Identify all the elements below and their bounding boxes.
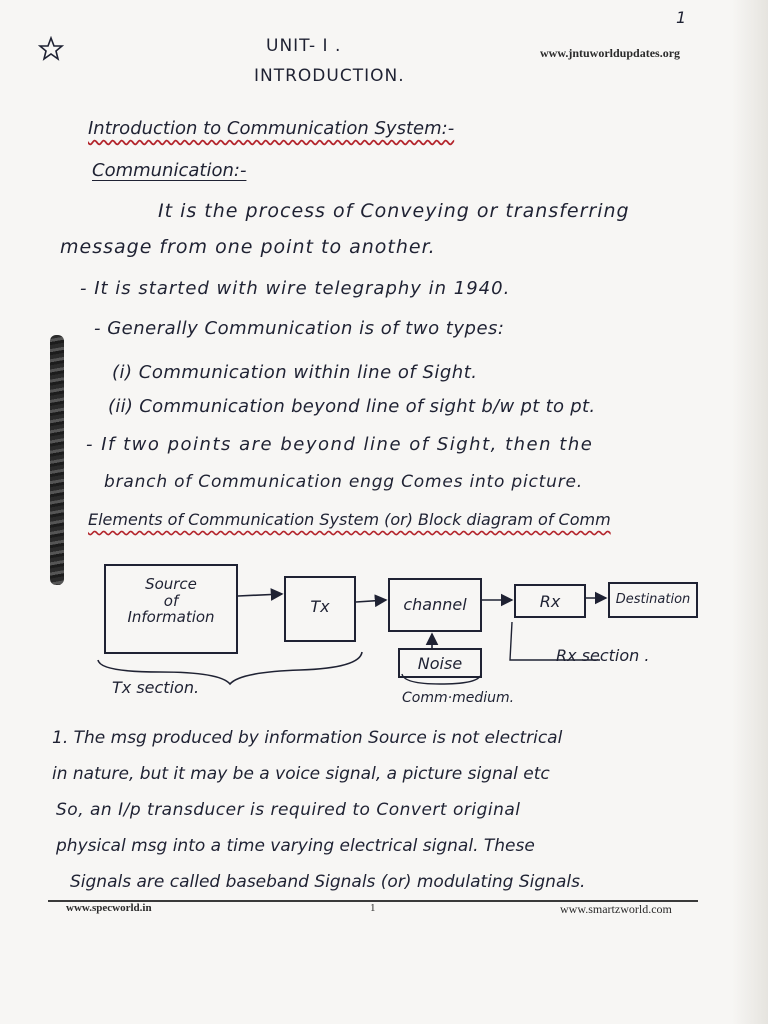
para-line-4: physical msg into a time varying electrical signal. These: [56, 836, 535, 856]
para-line-1: 1. The msg produced by information Source is not electrical: [52, 728, 563, 748]
chapter-title: INTRODUCTION.: [254, 66, 405, 86]
page-number: 1: [676, 8, 687, 27]
tx-section-label: Tx section.: [112, 678, 200, 697]
sub-heading: Communication:-: [92, 160, 247, 181]
arrow-source-to-tx: [238, 594, 282, 596]
footer-page-number: 1: [370, 902, 376, 914]
text-line-2: message from one point to another.: [60, 236, 436, 258]
channel-label: channel: [403, 595, 467, 614]
rx-label: Rx: [539, 592, 561, 611]
text-line-8: branch of Communication engg Comes into picture.: [104, 472, 583, 492]
para-line-2: in nature, but it may be a voice signal, a picture signal etc: [52, 764, 550, 784]
header-site-link[interactable]: www.jntuworldupdates.org: [540, 46, 681, 60]
arrow-tx-to-channel: [356, 600, 386, 602]
footer-right-link[interactable]: www.smartzworld.com: [560, 902, 672, 916]
source-label: Source of Information: [127, 575, 215, 626]
text-line-4: - Generally Communication is of two types:: [94, 318, 505, 339]
comm-medium-brace: [402, 674, 480, 684]
unit-label: UNIT- I .: [266, 36, 342, 56]
text-line-7: - If two points are beyond line of Sight, then the: [86, 434, 594, 455]
destination-label: Destination: [615, 592, 691, 607]
tx-label: Tx: [310, 597, 330, 616]
section-heading: Introduction to Communication System:-: [88, 118, 455, 139]
para-line-5: Signals are called baseband Signals (or) modulating Signals.: [70, 872, 586, 892]
comm-medium-label: Comm·medium.: [402, 690, 515, 706]
text-line-6: (ii) Communication beyond line of sight b/w pt to pt.: [108, 396, 596, 417]
text-line-3: - It is started with wire telegraphy in 1940.: [80, 278, 511, 299]
rx-section-label: Rx section .: [556, 646, 650, 665]
text-line-1: It is the process of Conveying or transferring: [158, 200, 630, 222]
para-line-3: So, an I/p transducer is required to Convert original: [56, 800, 521, 820]
diagram-heading: Elements of Communication System (or) Block diagram of Comm: [88, 510, 611, 529]
footer-left-link[interactable]: www.specworld.in: [66, 902, 152, 914]
noise-label: Noise: [417, 654, 463, 673]
text-line-5: (i) Communication within line of Sight.: [112, 362, 478, 383]
